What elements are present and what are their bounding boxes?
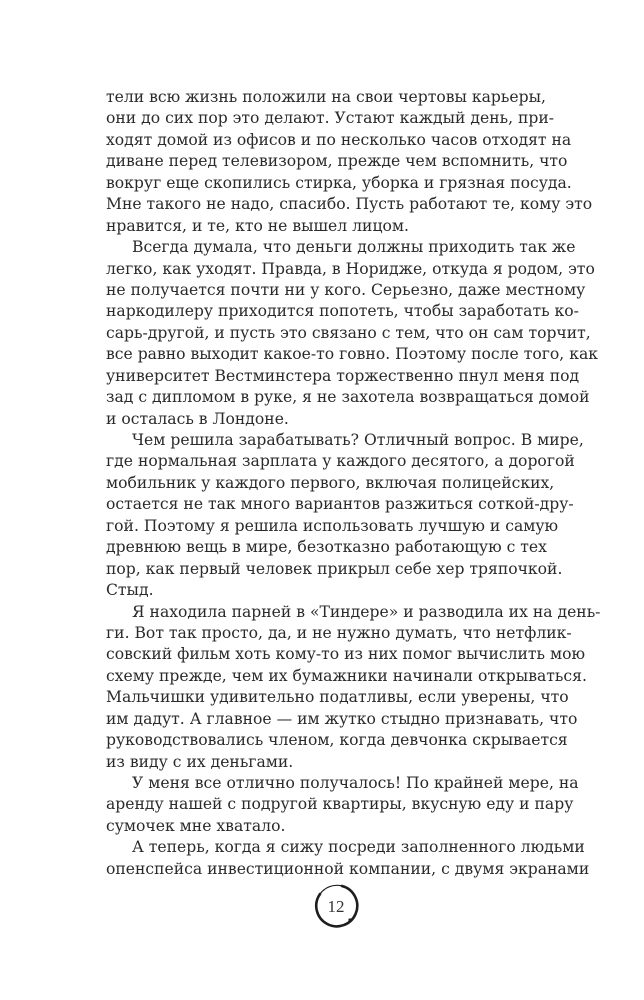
text-line: ходят домой из офисов и по несколько часов отходят на xyxy=(106,130,572,149)
text-line: схему прежде, чем их бумажники начинали открываться. xyxy=(106,666,587,685)
text-line: зад с дипломом в руке, я не захотела возвращаться домой xyxy=(106,388,590,407)
text-line: сумочек мне хватало. xyxy=(106,816,286,835)
text-line: аренду нашей с подругой квартиры, вкусную еду и пару xyxy=(106,795,574,814)
text-line: А теперь, когда я сижу посреди заполненного людьми xyxy=(132,838,585,857)
page-number-badge xyxy=(312,882,360,930)
text-line: Всегда думала, что деньги должны приходить так же xyxy=(132,238,576,257)
text-line: сарь-другой, и пусть это связано с тем, что он сам торчит, xyxy=(106,323,591,342)
text-line: тели всю жизнь положили на свои чертовы карьеры, xyxy=(106,88,546,106)
page-number: 12 xyxy=(327,897,345,916)
text-line: Мне такого не надо, спасибо. Пусть работают те, кому это xyxy=(106,195,593,214)
text-line: ги. Вот так просто, да, и не нужно думать, что нетфлик- xyxy=(106,623,572,642)
text-line: У меня все отлично получалось! По крайней мере, на xyxy=(132,774,579,792)
text-line: опенспейса инвестиционной компании, с двумя экранами xyxy=(106,859,590,878)
text-line: остается не так много вариантов разжиться соткой-дру- xyxy=(106,495,574,514)
text-line: Я находила парней в «Тиндере» и разводила их на день- xyxy=(132,602,601,621)
text-line: и осталась в Лондоне. xyxy=(106,409,289,428)
text-line: Мальчишки удивительно податливы, если уверены, что xyxy=(106,688,569,707)
text-line: им дадут. А главное — им жутко стыдно признавать, что xyxy=(106,709,578,728)
text-line: гой. Поэтому я решила использовать лучшую и самую xyxy=(106,516,559,535)
text-line: диване перед телевизором, прежде чем вспомнить, что xyxy=(106,152,568,171)
text-line: легко, как уходят. Правда, в Норидже, откуда я родом, это xyxy=(106,259,595,278)
text-line: Стыд. xyxy=(106,581,154,600)
text-line: нравится, и те, кто не вышел лицом. xyxy=(106,216,409,235)
text-line: не получается почти ни у кого. Серьезно, даже местному xyxy=(106,280,586,299)
text-line: университет Вестминстера торжественно пнул меня под xyxy=(106,366,580,385)
text-line: наркодилеру приходится попотеть, чтобы заработать ко- xyxy=(106,302,579,321)
text-line: все равно выходит какое-то говно. Поэтому после того, как xyxy=(106,345,599,364)
text-line: пор, как первый человек прикрыл себе хер тряпочкой. xyxy=(106,559,563,578)
text-line: руководствовались членом, когда девчонка скрывается xyxy=(106,731,568,750)
text-line: мобильник у каждого первого, включая полицейских, xyxy=(106,473,555,492)
text-line: совский фильм хоть кому-то из них помог вычислить мою xyxy=(106,645,586,664)
text-line: они до сих пор это делают. Устают каждый день, при- xyxy=(106,109,555,128)
text-line: где нормальная зарплата у каждого десятого, а дорогой xyxy=(106,452,575,471)
text-line: Чем решила зарабатывать? Отличный вопрос. В мире, xyxy=(132,431,584,449)
text-line: вокруг еще скопились стирка, уборка и грязная посуда. xyxy=(106,173,572,192)
text-line: из виду с их деньгами. xyxy=(106,752,294,771)
text-line: древнюю вещь в мире, безотказно работающую с тех xyxy=(106,538,547,557)
page-body-text xyxy=(106,87,601,880)
